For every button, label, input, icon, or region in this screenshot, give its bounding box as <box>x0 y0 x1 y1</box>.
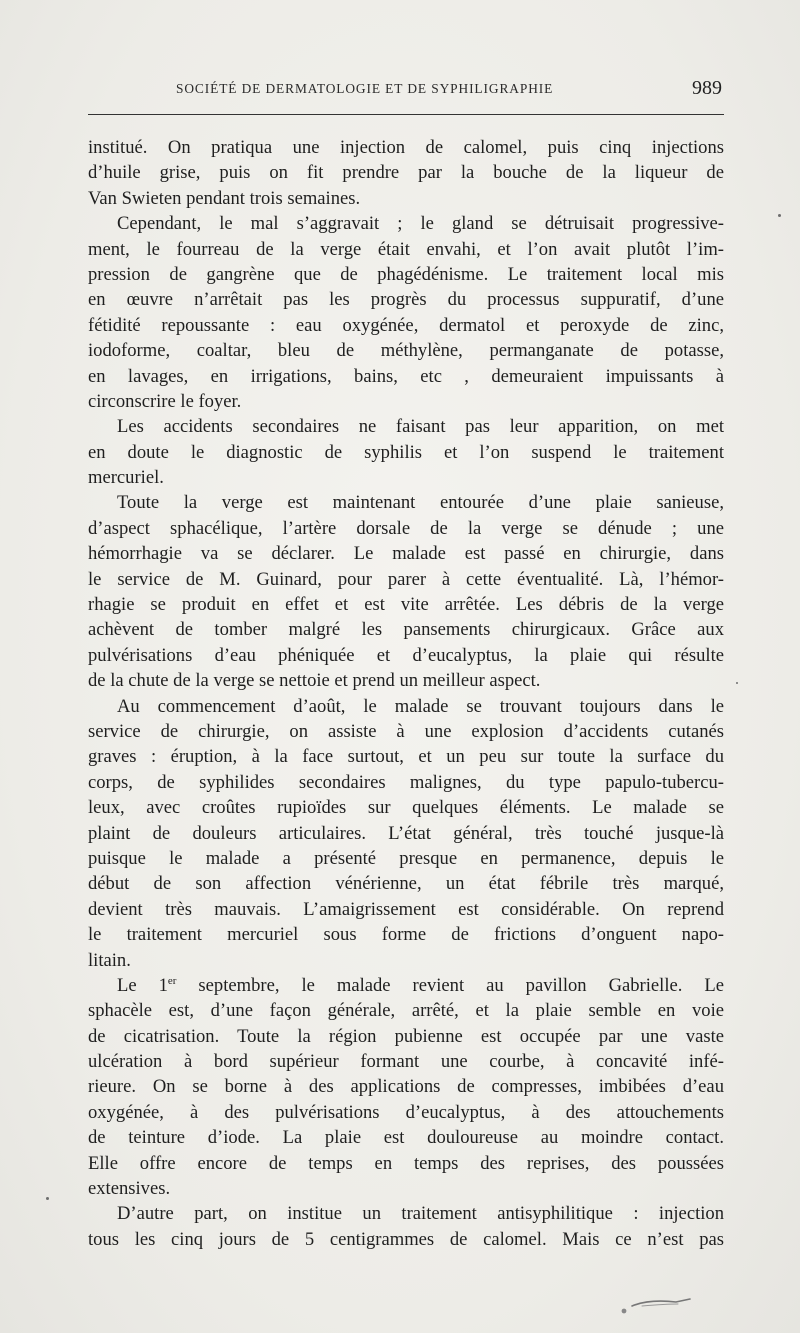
text-line: en œuvre n’arrêtait pas les progrès du processus suppuratif, d’une <box>88 289 724 311</box>
text-line: Toute la verge est maintenant entourée d’une plaie sanieuse, <box>117 492 724 514</box>
text-line: ulcération à bord supérieur formant une courbe, à concavité infé- <box>88 1051 724 1073</box>
speck-mark <box>46 1197 49 1200</box>
text-line: plaint de douleurs articulaires. L’état général, très touché jusque-là <box>88 822 724 844</box>
text-line: devient très mauvais. L’amaigrissement est considérable. On reprend <box>88 898 724 920</box>
text-line: leux, avec croûtes rupioïdes sur quelques éléments. Le malade se <box>88 797 724 819</box>
speck-mark <box>736 682 738 684</box>
text-line: service de chirurgie, on assiste à une explosion d’accidents cutanés <box>88 720 724 742</box>
page-number: 989 <box>692 77 722 99</box>
text-line: Au commencement d’août, le malade se trouvant toujours dans le <box>117 695 724 717</box>
text-line: de la chute de la verge se nettoie et prend un meilleur aspect. <box>88 670 541 692</box>
text-line: rieure. On se borne à des applications de compresses, imbibées d’eau <box>88 1076 724 1098</box>
text-line: circonscrire le foyer. <box>88 390 242 412</box>
text-line: d’aspect sphacélique, l’artère dorsale de la verge se dénude ; une <box>88 517 724 539</box>
text-line: fétidité repoussante : eau oxygénée, dermatol et peroxyde de zinc, <box>88 314 724 336</box>
header-rule <box>88 114 724 115</box>
pencil-mark-icon <box>618 1290 698 1320</box>
text-line: Elle offre encore de temps en temps des reprises, des poussées <box>88 1152 724 1174</box>
text-line: oxygénée, à des pulvérisations d’eucalyptus, à des attouchements <box>88 1101 724 1123</box>
text-line: mercuriel. <box>88 467 164 489</box>
text-line: le traitement mercuriel sous forme de frictions d’onguent napo- <box>88 924 724 946</box>
text-line: le service de M. Guinard, pour parer à cette éventualité. Là, l’hémor- <box>88 568 724 590</box>
text-line: de teinture d’iode. La plaie est douloureuse au moindre contact. <box>88 1127 724 1149</box>
ordinal-line-rest: septembre, le malade revient au pavillon Gabrielle. Le <box>198 974 724 996</box>
running-head <box>88 77 724 101</box>
text-line: en lavages, en irrigations, bains, etc , demeuraient impuissants à <box>88 365 724 387</box>
text-line: achèvent de tomber malgré les pansements chirurgicaux. Grâce aux <box>88 619 724 641</box>
text-line: ment, le fourreau de la verge était envahi, et l’on avait plutôt l’im- <box>88 238 724 260</box>
text-line: tous les cinq jours de 5 centigrammes de calomel. Mais ce n’est pas <box>88 1228 724 1250</box>
text-line: Van Swieten pendant trois semaines. <box>88 187 361 209</box>
text-line: pulvérisations d’eau phéniquée et d’eucalyptus, la plaie qui résulte <box>88 644 724 666</box>
text-line: pression de gangrène que de phagédénisme. Le traitement local mis <box>88 263 724 285</box>
text-line: de cicatrisation. Toute la région pubienne est occupée par une vaste <box>88 1025 724 1047</box>
text-line: début de son affection vénérienne, un état fébrile très marqué, <box>88 873 724 895</box>
text-line: litain. <box>88 949 131 971</box>
text-line: sphacèle est, d’une façon générale, arrêté, et la plaie semble en voie <box>88 1000 724 1022</box>
running-title: SOCIÉTÉ DE DERMATOLOGIE ET DE SYPHILIGRAPHIE <box>176 81 554 96</box>
text-line: corps, de syphilides secondaires malignes, du type papulo-tubercu- <box>88 771 724 793</box>
speck-mark <box>778 214 781 217</box>
text-line: en doute le diagnostic de syphilis et l’on suspend le traitement <box>88 441 724 463</box>
ordinal-prefix: Le 1 <box>117 974 168 996</box>
text-line: puisque le malade a présenté presque en permanence, depuis le <box>88 847 724 869</box>
text-line: D’autre part, on institue un traitement antisyphilitique : injection <box>117 1203 724 1225</box>
body-text <box>88 135 724 1252</box>
text-line: iodoforme, coaltar, bleu de méthylène, permanganate de potasse, <box>88 340 724 362</box>
text-line: d’huile grise, puis on fit prendre par la bouche de la liqueur de <box>88 162 724 184</box>
text-line: institué. On pratiqua une injection de calomel, puis cinq injections <box>88 137 724 158</box>
text-line: extensives. <box>88 1178 171 1200</box>
text-line-with-ordinal <box>88 973 724 998</box>
ordinal-superscript: er <box>167 974 177 987</box>
text-line: hémorrhagie va se déclarer. Le malade est passé en chirurgie, dans <box>88 543 724 565</box>
text-line: rhagie se produit en effet et est vite arrêtée. Les débris de la verge <box>88 594 724 616</box>
text-line: graves : éruption, à la face surtout, et un peu sur toute la surface du <box>88 746 724 768</box>
text-line: Cependant, le mal s’aggravait ; le gland se détruisait progressive- <box>117 213 724 235</box>
text-line: Les accidents secondaires ne faisant pas leur apparition, on met <box>117 416 724 438</box>
